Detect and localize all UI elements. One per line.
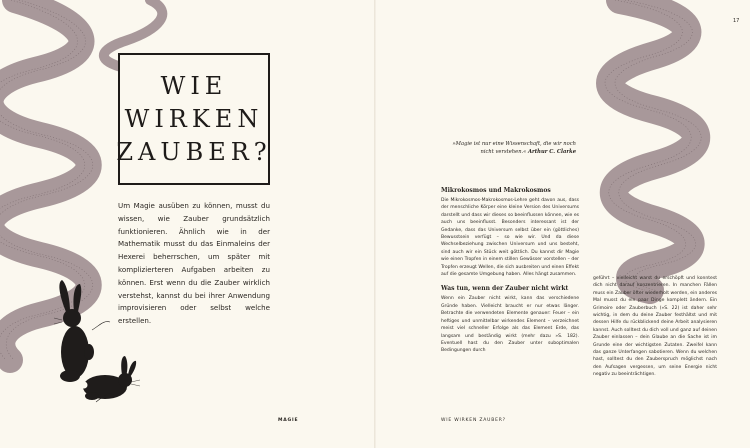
- footer-right-label: WIE WIRKEN ZAUBER?: [441, 418, 506, 423]
- title-line-1: WIE: [160, 71, 228, 100]
- page-number: 17: [733, 18, 740, 24]
- section-heading-mikrokosmos: Mikrokosmos und Makrokosmos: [441, 187, 551, 194]
- rabbit-icon: [81, 356, 137, 400]
- section-body-zauber-wirkt-nicht: Wenn ein Zauber nicht wirkt, kann das verschiedene Gründe haben. Vielleicht braucht er nur etwas länger. Betrachte die verwendeten Elemente genauer: Feuer – ein heftiges und unmittelbar wirkendes Element – verzeichnet meist viel schneller Erfolge als das Element Erde, das langsam und beständig wirkt (mehr dazu »S. 182). Eventuell hast du den Zauber unter suboptimalen Bedingungen durch: [441, 296, 579, 354]
- quote-text: »Magie ist nur eine Wissenschaft, die wir noch nicht verstehen.«: [452, 141, 576, 155]
- right-serpent: [610, 0, 696, 290]
- section-body-continued: geführt – vielleicht warst du erschöpft und konntest dich nicht darauf konzentrieren. In manchen Fällen muss ein Zauber öfter wiederholt werden, ein anderes Mal musst du ein paar Dinge komplett ändern. Ein Grimoire oder Zauberbuch (»S. 22) ist daher sehr wichtig, in dem du deine Zauber festhältst und mit dessen Hilfe du rückblickend deine Arbeit analysieren kannst. Auch solltest du dich voll und ganz auf deinen Zauber einlassen – dein Glaube an die Sache ist im Grunde eine der wichtigsten Zutaten. Zweifel kann das ganze Unterfangen sabotieren. Wenn du welchen hast, solltest du den Zauberspruch möglichst nach den Aufsagen vergessen, um seine Energie nicht negativ zu beeinträchtigen.: [593, 276, 717, 378]
- section-body-mikrokosmos: Die Mikrokosmos-Makrokosmos-Lehre geht davon aus, dass der menschliche Körper eine kleine Version des Universums darstellt und dass wir dieses so beeinflussen können, wie es auch uns beeinflusst. Besonders interessant ist der Gedanke, dass das Universum selbst über ein (göttliches) Bewusstsein verfügt – so wie wir. Und da diese Wechselbeziehung zwischen Universum und uns besteht, sind auch wir ein Stück weit göttlich. Du kannst dir Magie wie einen Tropfen in einem stillen Gewässer vorstellen – der Tropfen erzeugt Wellen, die sich ausbreiten und einen Effekt auf die gesamte Umgebung haben. Alles hängt zusammen.: [441, 198, 579, 278]
- intro-paragraph: Um Magie ausüben zu können, musst du wissen, wie Zauber grundsätzlich funktionieren. Ähnlich wie in der Mathematik musst du das Einmaleins der Hexerei beherrschen, um später mit komplizierteren Aufgaben arbeiten zu können. Erst wenn du die Zauber wirklich verstehst, kannst du bei ihrer Anwendung improvisieren oder selbst welche erstellen.: [118, 201, 270, 326]
- text-column-2: [593, 275, 717, 405]
- chapter-title-box: [118, 53, 270, 185]
- title-line-3: ZAUBER?: [116, 137, 272, 166]
- epigraph-quote: [448, 140, 576, 156]
- title-line-2: WIRKEN: [124, 104, 264, 133]
- footer-left-label: MAGIE: [278, 418, 299, 423]
- section-heading-zauber-wirkt-nicht: Was tun, wenn der Zauber nicht wirkt: [441, 285, 569, 293]
- quote-author: Arthur C. Clarke: [528, 149, 576, 155]
- text-column-1: [441, 186, 579, 355]
